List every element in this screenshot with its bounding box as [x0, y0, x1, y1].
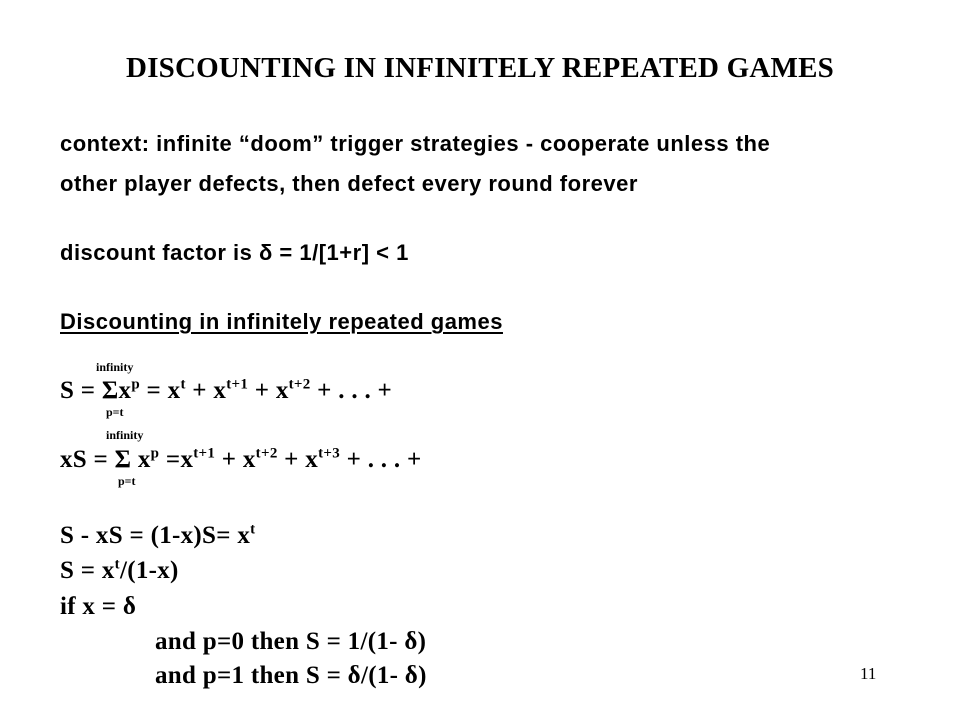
sum2-lower-limit: p=t: [118, 474, 136, 488]
sum2-var: x: [131, 446, 151, 473]
section-heading: Discounting in infinitely repeated games: [60, 309, 503, 334]
discount-factor-line: discount factor is δ = 1/[1+r] < 1: [60, 240, 409, 265]
sum2-eq: =: [159, 446, 181, 473]
sum1-term2: x: [213, 377, 227, 404]
derivation-step-5: and p=1 then S = δ/(1- δ): [155, 662, 427, 689]
sum1-term1-exp: t: [180, 376, 186, 393]
sum1-var: x: [118, 377, 132, 404]
sum1-term2-exp: t+1: [226, 376, 249, 393]
slide-title: DISCOUNTING IN INFINITELY REPEATED GAMES: [126, 52, 834, 84]
sum2-upper-limit: infinity: [106, 428, 144, 442]
sum2-lhs: xS =: [60, 446, 115, 473]
sum2-plus1: +: [215, 446, 243, 473]
sum2-term3: x: [305, 446, 319, 473]
sum1-term3-exp: t+2: [288, 376, 311, 393]
sigma-symbol: Σ: [114, 446, 132, 473]
sum1-tail: + . . . +: [310, 377, 393, 404]
sum2-plus2: +: [277, 446, 306, 473]
sum2-equation: [60, 446, 422, 474]
sum1-plus2: +: [248, 377, 276, 404]
sum1-lhs: S =: [60, 377, 102, 404]
sum1-plus1: +: [185, 377, 214, 404]
step2-post: /(1-x): [119, 557, 179, 584]
derivation-step-3: if x = δ: [60, 593, 137, 620]
sum1-upper-limit: infinity: [96, 360, 134, 374]
sum2-tail: + . . . +: [340, 446, 422, 473]
sum1-lower-limit: p=t: [106, 405, 124, 419]
derivation-step-2: [60, 557, 179, 585]
step1-text: S - xS = (1-x)S= x: [60, 522, 251, 549]
sum1-term3: x: [275, 377, 289, 404]
sum2-term3-exp: t+3: [318, 445, 341, 462]
step2-exp: t: [114, 556, 120, 573]
sum1-equation: [60, 377, 392, 405]
sum2-term2: x: [242, 446, 256, 473]
sum1-exp-p: p: [131, 376, 140, 393]
context-line-2: other player defects, then defect every round forever: [60, 171, 638, 196]
page-number: 11: [860, 664, 877, 683]
step2-pre: S = x: [60, 557, 115, 584]
sigma-symbol: Σ: [101, 377, 119, 404]
sum2-exp-p: p: [150, 445, 160, 462]
step1-exp: t: [250, 521, 256, 538]
sum1-term1: x: [167, 377, 181, 404]
sum1-eq: =: [139, 377, 168, 404]
sum2-term1: x: [180, 446, 194, 473]
sum2-term1-exp: t+1: [193, 445, 216, 462]
derivation-step-4: and p=0 then S = 1/(1- δ): [155, 628, 427, 655]
sum2-term2-exp: t+2: [255, 445, 278, 462]
derivation-step-1: [60, 522, 255, 550]
context-line-1: context: infinite “doom” trigger strategies - cooperate unless the: [60, 131, 771, 156]
